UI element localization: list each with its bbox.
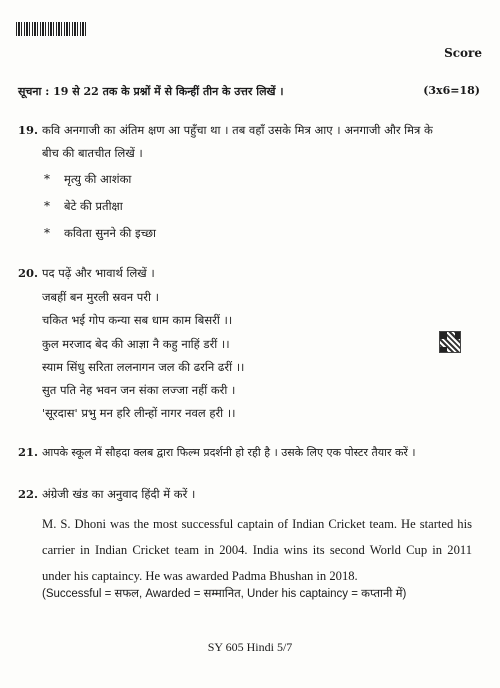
verse-line-4: स्याम सिंधु सरिता ललनागन जल की ढरनि ढरीं ।। [42,360,245,374]
marks-allocation: (3x6=18) [423,84,480,97]
question-22-number: 22. [18,487,39,501]
question-22-prompt: अंग्रेजी खंड का अनुवाद हिंदी में करें । [42,487,196,501]
barcode [16,22,86,36]
bullet-icon: * [44,199,50,213]
question-21-text: आपके स्कूल में सौहदा क्लब द्वारा फिल्म प्रदर्शनी हो रही है । उसके लिए एक पोस्टर तैयार करें । [42,446,416,459]
question-19-line-1: कवि अनगाजी का अंतिम क्षण आ पहुँचा था । तब वहाँ उसके मित्र आए । अनगाजी और मित्र के [42,123,433,137]
qr-code [439,331,461,353]
verse-line-3: कुल मरजाद बेद की आज्ञा नै कहु नाहिं डरीं ।। [42,337,230,351]
verse-line-5: सुत पति नेह भवन जन संका लज्जा नहीं करी । [42,383,236,397]
score-label: Score [444,46,482,60]
question-21-number: 21. [18,445,39,459]
question-19-point-2: बेटे की प्रतीक्षा [64,199,123,213]
page-footer: SY 605 Hindi 5/7 [207,640,293,654]
glossary-text: (Successful = सफल, Awarded = सम्मानित, Under his captaincy = कप्तानी में) [42,588,407,600]
question-19-point-3: कविता सुनने की इच्छा [64,226,156,240]
question-20-prompt: पद पढ़ें और भावार्थ लिखें । [42,266,155,280]
verse-line-2: चकित भई गोप कन्या सब धाम काम बिसरीं ।। [42,313,233,327]
bullet-icon: * [44,172,50,186]
bullet-icon: * [44,226,50,240]
verse-line-6: 'सूरदास' प्रभु मन हरि लीन्हों नागर नवल हरी ।। [42,406,236,420]
question-19-point-1: मृत्यु की आशंका [64,172,132,186]
question-19-number: 19. [18,123,39,137]
verse-line-1: जबहीं बन मुरली स्रवन परी । [42,290,160,304]
question-20-number: 20. [18,266,39,280]
english-passage: M. S. Dhoni was the most successful captain of Indian Cricket team. He started his carrier in Indian Cricket team in 2004. India wins its second World Cup in 2011 under his captaincy. He was awarded Padma Bhushan in 2018. [42,517,472,583]
question-19-line-2: बीच की बातचीत लिखें । [42,146,143,160]
instruction-text: सूचना : 19 से 22 तक के प्रश्नों में से किन्हीं तीन के उत्तर लिखें । [18,85,284,98]
